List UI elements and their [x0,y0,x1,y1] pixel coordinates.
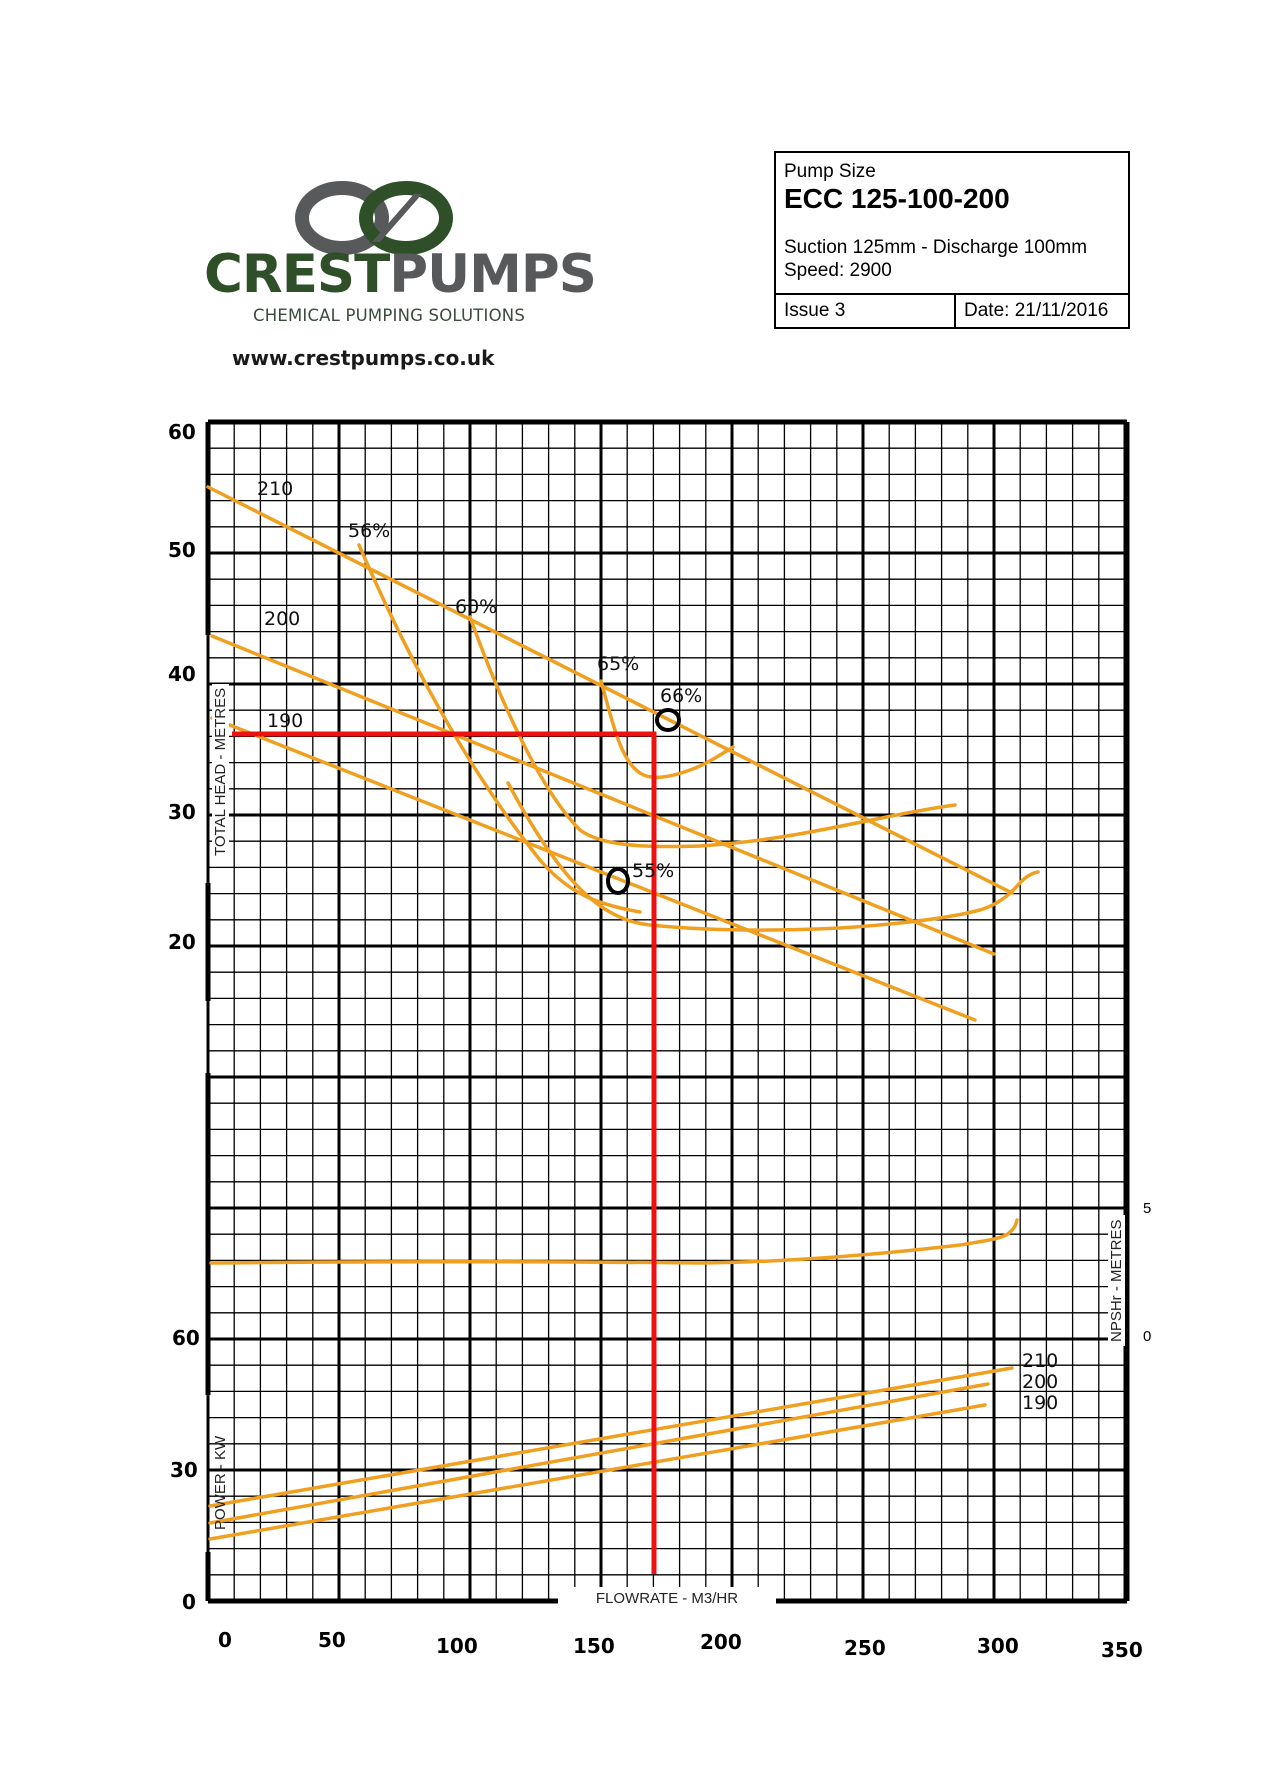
efficiency-curve-55 [508,783,1038,930]
chart-grid [208,422,1127,1601]
npsh-axis-title: NPSHr - METRES [1108,1215,1125,1346]
pump-speed: Speed: 2900 [784,260,892,281]
issue-number: Issue 3 [784,300,846,321]
head-tick-60: 60 [168,420,196,444]
flow-tick-200: 200 [700,1630,742,1654]
head-curve-210 [208,487,1012,893]
label-eff-56: 56% [348,520,391,542]
head-tick-20: 20 [168,930,196,954]
flow-tick-350: 350 [1101,1638,1143,1662]
flow-tick-250: 250 [844,1636,886,1660]
label-eff-55: 55% [632,860,675,882]
power-curve-200 [210,1384,988,1523]
flow-tick-50: 50 [318,1628,346,1652]
pump-model: ECC 125-100-200 [784,183,1010,214]
suction-discharge: Suction 125mm - Discharge 100mm [784,237,1088,258]
flow-tick-100: 100 [436,1634,478,1658]
flow-tick-0: 0 [218,1628,232,1652]
brand-crest: CREST [204,244,390,305]
npsh-tick-0: 0 [1143,1328,1152,1345]
brand-pumps: PUMPS [389,244,596,305]
flow-axis-title: FLOWRATE - M3/HR [558,1587,776,1611]
label-eff-60: 60% [455,596,498,618]
head-curve-190 [212,718,975,1020]
label-impeller-210: 210 [257,478,294,500]
label-power-210: 210 [1022,1350,1059,1372]
efficiency-curve-56 [359,545,640,912]
power-curve-210 [210,1368,1012,1506]
issue-date: Date: 21/11/2016 [964,300,1109,321]
power-curves [210,1368,1012,1539]
flow-tick-300: 300 [977,1634,1019,1658]
website-link[interactable]: www.crestpumps.co.uk [232,346,495,370]
power-axis-title: POWER - KW [212,1435,229,1530]
pump-size-label: Pump Size [784,161,876,182]
head-tick-40: 40 [168,662,196,686]
brand-tagline: CHEMICAL PUMPING SOLUTIONS [253,306,526,325]
head-curves [208,487,1038,1020]
power-tick-60: 60 [172,1326,200,1350]
duty-point-lines [232,734,654,1574]
head-axis-title: TOTAL HEAD - METRES [212,684,229,860]
npsh-curve [211,1220,1017,1263]
head-tick-30: 30 [168,800,196,824]
label-eff-66: 66% [660,685,703,707]
label-power-190: 190 [1022,1392,1059,1414]
power-tick-30: 30 [170,1458,198,1482]
label-impeller-190: 190 [267,710,304,732]
head-tick-50: 50 [168,538,196,562]
flow-tick-150: 150 [573,1634,615,1658]
label-power-200: 200 [1022,1371,1059,1393]
power-tick-0: 0 [182,1590,196,1614]
label-eff-65: 65% [597,653,640,675]
power-curve-190 [210,1405,985,1539]
npsh-tick-5: 5 [1143,1200,1152,1217]
label-impeller-200: 200 [264,608,301,630]
